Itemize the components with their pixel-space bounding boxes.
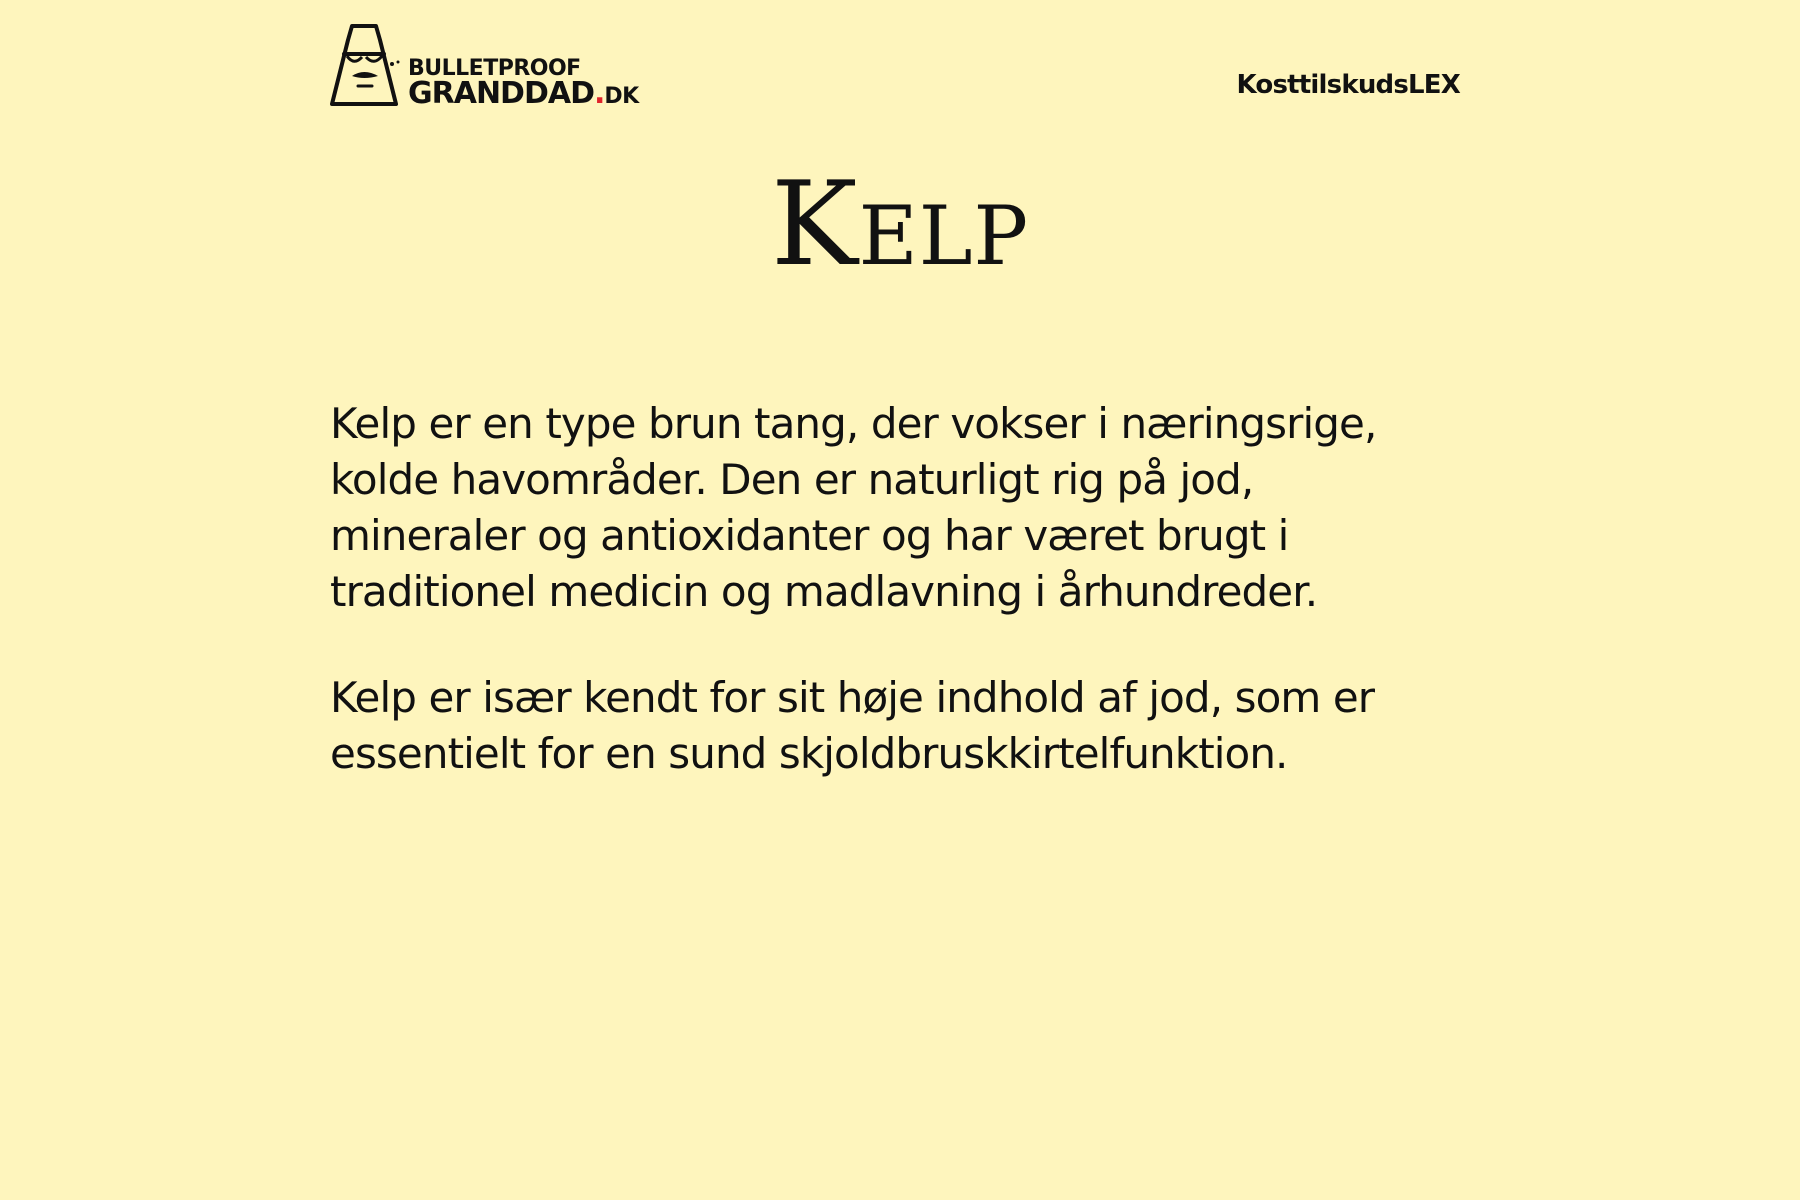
site-logo-link[interactable] (330, 22, 639, 111)
article-body (330, 396, 1460, 832)
paragraph-iodine: Kelp er især kendt for sit høje indhold af jod, som er essentielt for en sund skjoldbruskkirtelfunktion. (330, 673, 1375, 778)
logo-line2 (408, 76, 639, 111)
logo-line1: BULLETPROOF (408, 56, 581, 81)
page-title: Kelp (770, 157, 1030, 292)
logo-suffix: DK (604, 84, 639, 109)
kosttilskudslex-nav-link[interactable]: KosttilskudsLEX (1236, 70, 1460, 100)
site-header (0, 0, 1800, 130)
logo-line2-main: GRANDDAD (408, 76, 594, 111)
granddad-mascot-icon (330, 22, 410, 106)
logo-wordmark (408, 58, 639, 111)
paragraph-intro: Kelp er en type brun tang, der vokser i næringsrige, kolde havområder. Den er naturligt rig på jod, mineraler og antioxidanter og har været brugt i traditionel medicin og madlavning i århundreder. (330, 399, 1377, 616)
logo-dot: . (593, 76, 605, 111)
